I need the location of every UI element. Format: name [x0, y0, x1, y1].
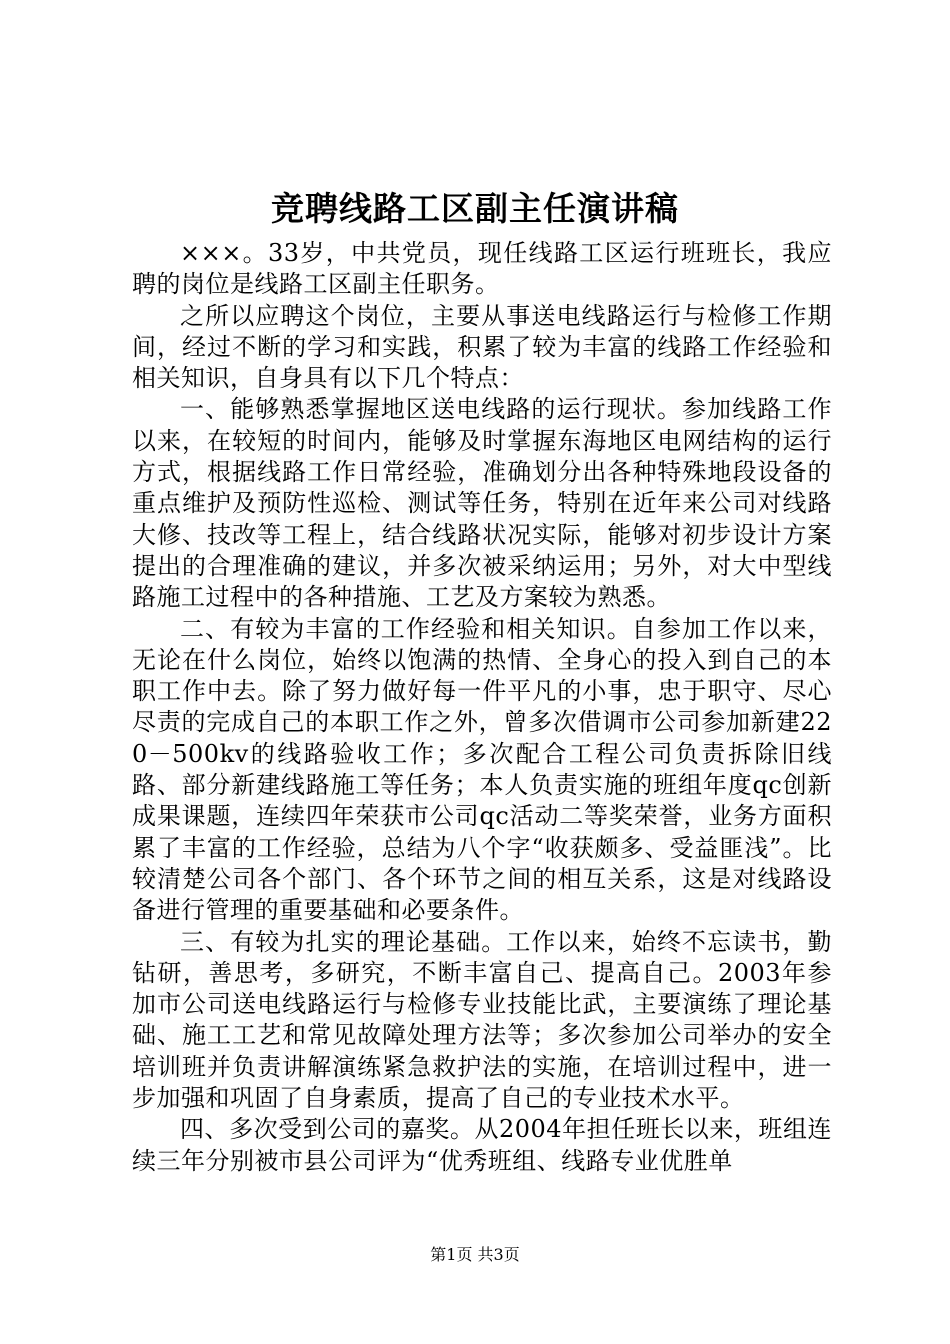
- paragraph-point-3: 三、有较为扎实的理论基础。工作以来，始终不忘读书，勤钻研，善思考，多研究，不断丰富自己、提高自己。2003年参加市公司送电线路运行与检修专业技能比武，主要演练了理论基础、施工工艺和常见故障处理方法等；多次参加公司举办的安全培训班并负责讲解演练紧急救护法的实施，在培训过程中，进一步加强和巩固了自身素质，提高了自己的专业技术水平。: [132, 927, 832, 1113]
- paragraph-point-2: 二、有较为丰富的工作经验和相关知识。自参加工作以来，无论在什么岗位，始终以饱满的热情、全身心的投入到自己的本职工作中去。除了努力做好每一件平凡的小事，忠于职守、尽心尽责的完成自己的本职工作之外，曾多次借调市公司参加新建220－500kv的线路验收工作；多次配合工程公司负责拆除旧线路、部分新建线路施工等任务；本人负责实施的班组年度qc创新成果课题，连续四年荣获市公司qc活动二等奖荣誉，业务方面积累了丰富的工作经验，总结为八个字“收获颇多、受益匪浅”。比较清楚公司各个部门、各个环节之间的相互关系，这是对线路设备进行管理的重要基础和必要条件。: [132, 614, 832, 925]
- document-title: 竞聘线路工区副主任演讲稿: [271, 189, 679, 228]
- document-body: [132, 238, 832, 1177]
- paragraph-point-4: 四、多次受到公司的嘉奖。从2004年担任班长以来，班组连续三年分别被市县公司评为“优秀班组、线路专业优胜单: [132, 1115, 832, 1175]
- paragraph-intro: ×××。33岁，中共党员，现任线路工区运行班班长，我应聘的岗位是线路工区副主任职务。: [132, 239, 832, 299]
- page-indicator: 第1页 共3页: [430, 1245, 520, 1264]
- paragraph-reason: 之所以应聘这个岗位，主要从事送电线路运行与检修工作期间，经过不断的学习和实践，积累了较为丰富的线路工作经验和相关知识，自身具有以下几个特点：: [132, 301, 832, 393]
- paragraph-point-1: 一、能够熟悉掌握地区送电线路的运行现状。参加线路工作以来，在较短的时间内，能够及时掌握东海地区电网结构的运行方式，根据线路工作日常经验，准确划分出各种特殊地段设备的重点维护及预防性巡检、测试等任务，特别在近年来公司对线路大修、技改等工程上，结合线路状况实际，能够对初步设计方案提出的合理准确的建议，并多次被采纳运用；另外，对大中型线路施工过程中的各种措施、工艺及方案较为熟悉。: [132, 395, 832, 612]
